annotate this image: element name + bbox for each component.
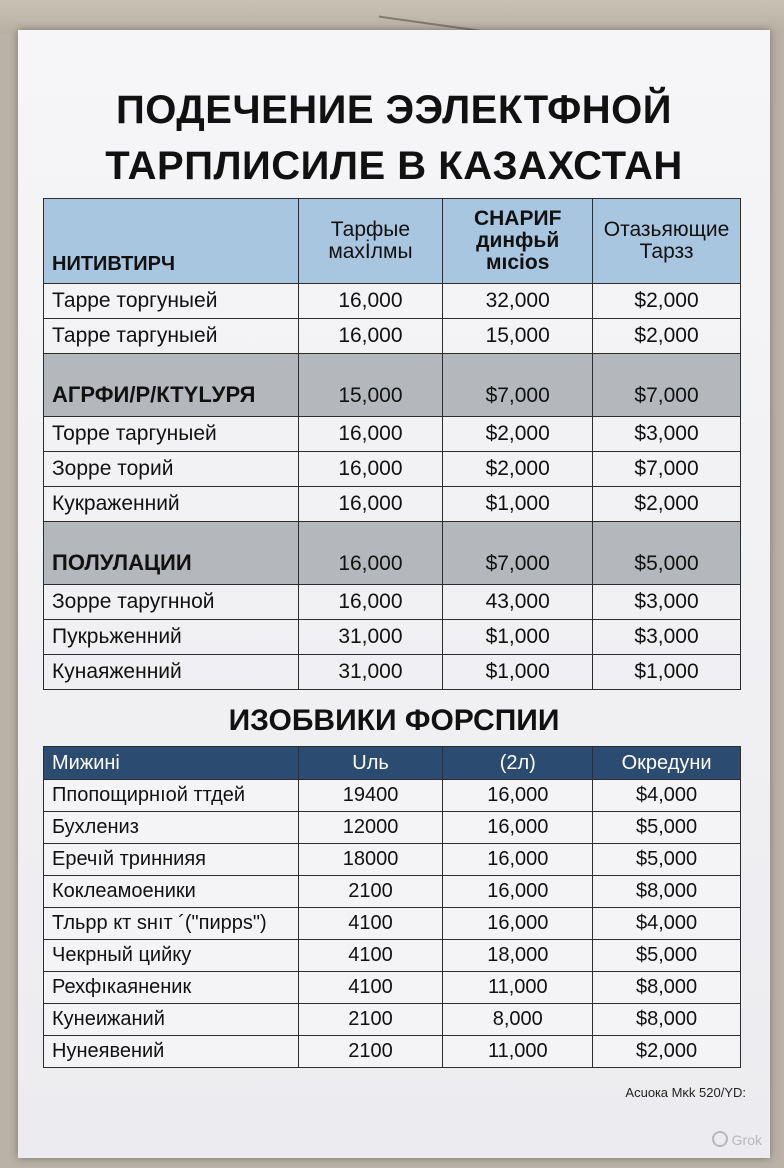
table-row xyxy=(44,876,741,908)
table-row xyxy=(44,487,741,522)
cell: $3,000 xyxy=(593,417,741,452)
table-row xyxy=(44,1036,741,1068)
cell: 16,000 xyxy=(298,319,443,354)
cell: 19400 xyxy=(298,780,443,812)
column-header: НИТИВТИРЧ xyxy=(44,199,299,284)
table-row xyxy=(44,908,741,940)
cell: 16,000 xyxy=(298,452,443,487)
row-label: Зорре таругнной xyxy=(44,585,299,620)
cell: 16,000 xyxy=(298,585,443,620)
row-label: Чекрный цийку xyxy=(44,940,299,972)
table-row xyxy=(44,1004,741,1036)
cell: $8,000 xyxy=(593,1004,741,1036)
watermark-text: Grok xyxy=(731,1132,762,1148)
cell: 15,000 xyxy=(298,354,443,417)
cell: $1,000 xyxy=(593,655,741,690)
row-label: Кукраженний xyxy=(44,487,299,522)
cell: $7,000 xyxy=(443,522,593,585)
watermark-logo-icon xyxy=(712,1131,728,1147)
table-header-row xyxy=(44,747,741,780)
cell: 2100 xyxy=(298,1004,443,1036)
cell: 4100 xyxy=(298,908,443,940)
cell: $2,000 xyxy=(593,284,741,319)
column-header: Uль xyxy=(298,747,443,780)
column-header: Окредуни xyxy=(593,747,741,780)
row-label: Кунеижаний xyxy=(44,1004,299,1036)
cell: 16,000 xyxy=(443,908,593,940)
cell: 31,000 xyxy=(298,620,443,655)
table-row xyxy=(44,620,741,655)
cell: $4,000 xyxy=(593,908,741,940)
cell: 15,000 xyxy=(443,319,593,354)
cell: 16,000 xyxy=(298,487,443,522)
cell: 31,000 xyxy=(298,655,443,690)
section-label: АГРФИ/Р/КТYLУРЯ xyxy=(44,354,299,417)
cell: $1,000 xyxy=(443,620,593,655)
cell: 2100 xyxy=(298,876,443,908)
title-line-2: ТАРПЛИСИЛЕ В КАЗАХСТАН xyxy=(105,144,683,188)
page-title xyxy=(18,82,770,194)
row-label: Рехфıкаяненик xyxy=(44,972,299,1004)
cell: $5,000 xyxy=(593,812,741,844)
cell: $4,000 xyxy=(593,780,741,812)
section-row xyxy=(44,354,741,417)
cell: $2,000 xyxy=(443,452,593,487)
row-label: Зорре торий xyxy=(44,452,299,487)
row-label: Нунеявений xyxy=(44,1036,299,1068)
cell: 18,000 xyxy=(443,940,593,972)
cell: 11,000 xyxy=(443,1036,593,1068)
cell: $7,000 xyxy=(443,354,593,417)
table-row xyxy=(44,452,741,487)
cell: $2,000 xyxy=(443,417,593,452)
cell: $2,000 xyxy=(593,319,741,354)
row-label: Еречıй триннияя xyxy=(44,844,299,876)
cell: 11,000 xyxy=(443,972,593,1004)
cell: 16,000 xyxy=(443,780,593,812)
poster xyxy=(18,30,770,1158)
table-row xyxy=(44,844,741,876)
section-row xyxy=(44,522,741,585)
row-label: Бухлениз xyxy=(44,812,299,844)
cell: $1,000 xyxy=(443,487,593,522)
cell: $2,000 xyxy=(593,487,741,522)
table-row xyxy=(44,585,741,620)
cell: $5,000 xyxy=(593,844,741,876)
table-header-row xyxy=(44,199,741,284)
table-row xyxy=(44,940,741,972)
cell: 43,000 xyxy=(443,585,593,620)
row-label: Тарре торгуныей xyxy=(44,284,299,319)
section-label: ПОЛУЛАЦИИ xyxy=(44,522,299,585)
cell: $5,000 xyxy=(593,940,741,972)
column-header: Тарфые махİлмы xyxy=(298,199,443,284)
cell: $7,000 xyxy=(593,354,741,417)
cell: $2,000 xyxy=(593,1036,741,1068)
cell: 4100 xyxy=(298,940,443,972)
title-line-1: ПОДЕЧЕНИЕ ЭЭЛЕКТФНОЙ xyxy=(115,88,673,132)
section-title: ИЗОБВИКИ ФОРСПИИ xyxy=(228,704,560,737)
row-label: Торре таргуныей xyxy=(44,417,299,452)
row-label: Коклеамоеники xyxy=(44,876,299,908)
cell: 12000 xyxy=(298,812,443,844)
cell: $7,000 xyxy=(593,452,741,487)
cell: 18000 xyxy=(298,844,443,876)
cell: $3,000 xyxy=(593,620,741,655)
cell: 2100 xyxy=(298,1036,443,1068)
table-row xyxy=(44,812,741,844)
cell: 16,000 xyxy=(443,876,593,908)
cell: 16,000 xyxy=(298,522,443,585)
column-header: Отазьяющие Тарзз xyxy=(593,199,741,284)
cell: 8,000 xyxy=(443,1004,593,1036)
cell: 4100 xyxy=(298,972,443,1004)
column-header: Мижині xyxy=(44,747,299,780)
row-label: Ппопощирнıой ттдей xyxy=(44,780,299,812)
table-row xyxy=(44,319,741,354)
cell: 16,000 xyxy=(443,812,593,844)
cell: 16,000 xyxy=(298,284,443,319)
table-row xyxy=(44,284,741,319)
cell: 32,000 xyxy=(443,284,593,319)
cell: $3,000 xyxy=(593,585,741,620)
row-label: Кунаяженний xyxy=(44,655,299,690)
cell: $1,000 xyxy=(443,655,593,690)
table-row xyxy=(44,655,741,690)
table-row xyxy=(44,417,741,452)
row-label: Тарре таргуныей xyxy=(44,319,299,354)
tariff-table xyxy=(43,198,741,690)
footer-note: Acuoкa Mĸk 520/YD: xyxy=(625,1085,746,1100)
cell: $5,000 xyxy=(593,522,741,585)
cell: 16,000 xyxy=(298,417,443,452)
cell: $8,000 xyxy=(593,876,741,908)
cell: $8,000 xyxy=(593,972,741,1004)
sources-table xyxy=(43,746,741,1068)
watermark xyxy=(712,1131,762,1148)
column-header: CHAPИF динфьй мıcios xyxy=(443,199,593,284)
table-row xyxy=(44,972,741,1004)
row-label: Пукрьженний xyxy=(44,620,299,655)
row-label: Тльрр кт sнıт ´("пирps") xyxy=(44,908,299,940)
column-header: (2л) xyxy=(443,747,593,780)
cell: 16,000 xyxy=(443,844,593,876)
table-row xyxy=(44,780,741,812)
